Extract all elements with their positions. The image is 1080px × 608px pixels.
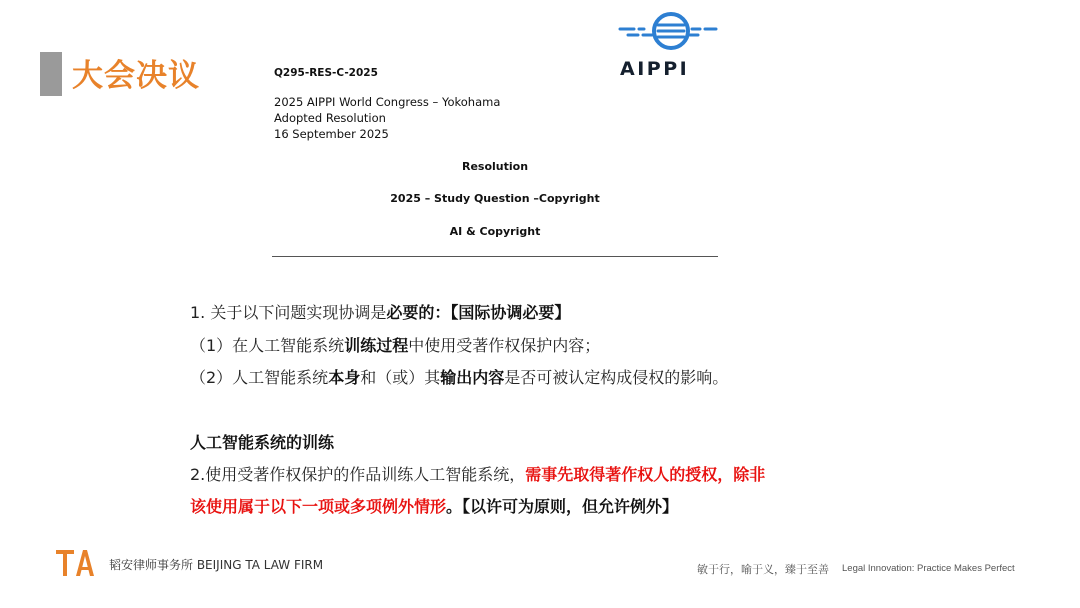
paragraph-1 <box>190 300 570 323</box>
list-item-2 <box>190 365 728 388</box>
section-heading: 人工智能系统的训练 <box>190 433 335 452</box>
paragraph-1-emphasis: 必要的：【国际协调必要】 <box>386 303 571 322</box>
document-reference: Q295-RES-C-2025 <box>274 67 378 79</box>
paragraph-2-highlight-1: 需事先取得著作权人的授权，除非 <box>525 465 766 484</box>
title-accent-bar <box>40 52 62 96</box>
paragraph-2-line-1 <box>190 462 765 485</box>
ta-law-firm-logo-icon <box>56 549 96 577</box>
list-item-2-prefix: （2）人工智能系统 <box>190 368 329 387</box>
paragraph-2-suffix: 。【以许可为原则，但允许例外】 <box>446 497 679 516</box>
paragraph-1-text: 1. 关于以下问题实现协调是 <box>190 303 387 322</box>
list-item-1 <box>190 333 600 356</box>
document-subtitle: 2025 – Study Question –Copyright <box>390 192 600 205</box>
document-topic: AI & Copyright <box>449 225 541 238</box>
paragraph-2-prefix: 2.使用受著作权保护的作品训练人工智能系统， <box>190 465 526 484</box>
footer-firm-name: 韬安律师事务所 BEIJING TA LAW FIRM <box>109 558 324 572</box>
list-item-2-emphasis-1: 本身 <box>328 368 361 387</box>
document-title: Resolution <box>461 160 529 173</box>
aippi-logo-text: AIPPI <box>620 58 690 80</box>
list-item-1-prefix: （1）在人工智能系统 <box>190 336 345 355</box>
list-item-1-suffix: 中使用受著作权保护内容； <box>408 336 601 355</box>
list-item-1-emphasis: 训练过程 <box>344 336 409 355</box>
paragraph-2-line-2 <box>190 494 678 517</box>
list-item-2-emphasis-2: 输出内容 <box>440 368 505 387</box>
paragraph-2-highlight-2: 该使用属于以下一项或多项例外情形 <box>190 497 447 516</box>
document-header-line: 2025 AIPPI World Congress – Yokohama <box>274 95 501 109</box>
list-item-2-middle: 和（或）其 <box>360 368 441 387</box>
document-header-line: 16 September 2025 <box>274 127 389 141</box>
footer-slogan: 敏于行，喻于义，臻于至善 <box>697 563 829 576</box>
list-item-2-suffix: 是否可被认定构成侵权的影响。 <box>504 368 729 387</box>
document-divider <box>272 256 718 257</box>
document-header-line: Adopted Resolution <box>274 111 386 125</box>
slide-title: 大会决议 <box>72 58 200 94</box>
footer-tagline: Legal Innovation: Practice Makes Perfect <box>842 563 1015 574</box>
